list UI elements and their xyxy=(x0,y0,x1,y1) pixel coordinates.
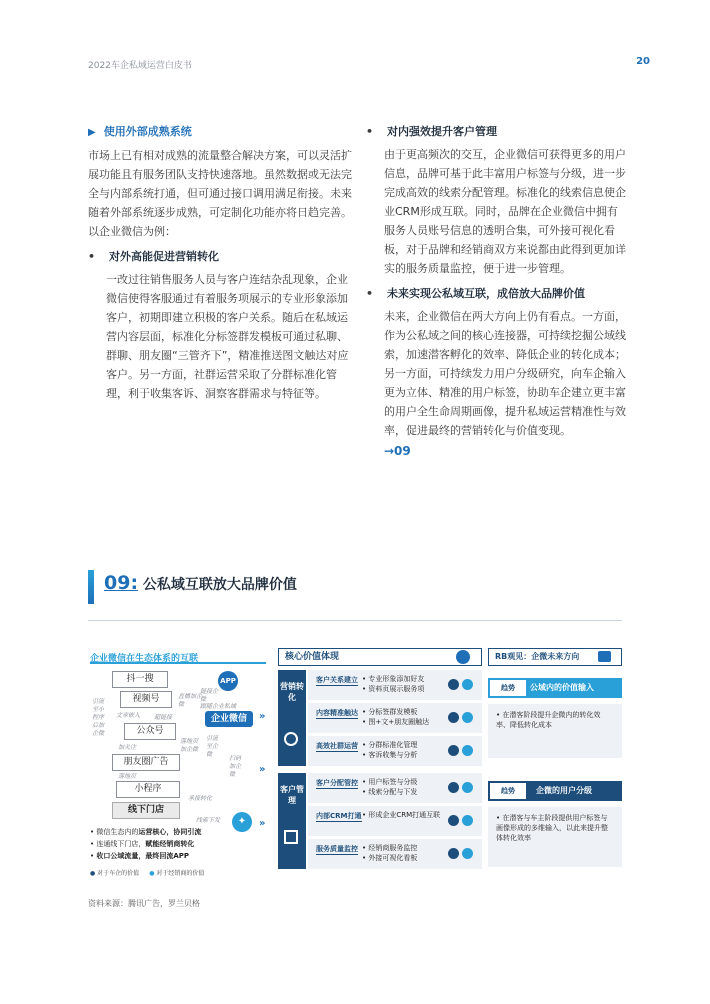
flow-label: 跟随企业私域 xyxy=(200,703,237,710)
flow-label: 直播加企微 xyxy=(178,693,203,708)
figure-number: 09: xyxy=(104,572,139,594)
channel-box: 公众号 xyxy=(124,723,176,740)
row-label: 服务质量监控 xyxy=(316,845,358,853)
left-column xyxy=(88,122,356,403)
team-icon xyxy=(284,830,298,844)
panel2-header: 核心价值体现 xyxy=(278,648,482,666)
panel1-title: 企业微信在生态体系的互联 xyxy=(90,654,199,664)
triangle-icon: ▶ xyxy=(88,127,96,138)
bullet-icon: • xyxy=(366,287,374,300)
bullet-paragraph: 一改过往销售服务人员与客户连结杂乱现象，企业微信使得客服通过有着服务项展示的专业形象添加客户，初期即建立积极的客户关系。随后在私域运营内容层面，标准化分标签群发模板可通过私聊、群聊、朋友圈“三管齐下”，精准推送图文触达对应客户。另一方面，社群运营采取了分群标准化管理，利于收集客诉、洞察客群需求与特征等。 xyxy=(106,273,349,400)
list-item: • 微信生态内的运营核心，协同引流 xyxy=(90,828,202,836)
chevron-right-icon: » xyxy=(259,711,266,722)
figure-divider xyxy=(88,620,622,621)
trend2-title: 企微的用户分级 xyxy=(536,786,592,795)
list-item: • 连通线下门店，赋能经销商转化 xyxy=(90,840,195,848)
chart-icon xyxy=(598,651,611,662)
flow-label: 加关注 xyxy=(118,744,137,751)
row-items: • 专业形象添加好友 • 资料页展示服务项 xyxy=(362,675,425,693)
row-items: • 用户标签与分级 • 线索分配与下发 xyxy=(362,778,418,796)
figure-title-text: 公私域互联放大品牌价值 xyxy=(142,577,297,593)
value-dots xyxy=(448,848,473,859)
row-label: 客户分配管控 xyxy=(316,779,358,787)
list-item: • 收口公域流量，最终回流APP xyxy=(90,852,190,860)
right-column xyxy=(366,122,628,461)
chevron-right-icon: » xyxy=(259,764,266,775)
bullet-icon: • xyxy=(366,125,374,138)
channel-box: 线下门店 xyxy=(112,802,180,819)
panel1-header xyxy=(90,646,266,664)
panel1-bullets xyxy=(90,826,254,862)
app-node: APP xyxy=(218,671,238,691)
center-node: 企业微信 xyxy=(205,711,253,727)
row-items: • 经销商服务监控 • 外接可视化看板 xyxy=(362,844,418,862)
legend-item-dealer: ● 对于经销商的价值 xyxy=(149,870,205,877)
running-header: 2022车企私域运营白皮书 xyxy=(88,61,192,71)
gear-icon xyxy=(456,650,470,664)
flow-label: 扫码加企微 xyxy=(229,755,242,778)
flow-label: 引流至企微 xyxy=(206,735,219,758)
bullet-paragraph-2: 未来，企业微信在两大方向上仍有看点。一方面，作为公私域之间的核心连接器，可持续挖掘公域线索，加速潜客孵化的效率、降低企业的转化成本；另一方面，可持续发力用户分级研究，向车企输入更为立体、精准的用户标签，协助车企建立更丰富的用户全生命周期画像，提升私域运营精准性与效率，促进最终的营销转化与价值变现。 xyxy=(384,310,626,437)
value-dots xyxy=(448,782,473,793)
target-icon xyxy=(284,732,298,746)
source-note: 资料来源：腾讯广告，罗兰贝格 xyxy=(88,899,200,908)
section-heading: 使用外部成熟系统 xyxy=(103,125,192,138)
trend1-title: 公域内的价值输入 xyxy=(530,683,594,692)
figure-accent-bar xyxy=(88,570,94,604)
legend-item-car: ● 对于车企的价值 xyxy=(90,870,140,877)
flow-label: 文章嵌入 xyxy=(116,712,141,719)
value-dots xyxy=(448,679,473,690)
handshake-icon: ✦ xyxy=(232,812,252,832)
bullet-title: 对外高能促进营销转化 xyxy=(109,250,220,263)
flow-label: 链接企微 xyxy=(200,688,219,703)
bullet-icon: • xyxy=(88,250,96,263)
flow-label: 落地页 xyxy=(118,773,137,780)
intro-paragraph: 市场上已有相对成熟的流量整合解决方案，可以灵活扩展功能且有服务团队支持快速落地。虽然数据或无法完全与内部系统打通，但可通过接口调用满足衔接。未来随着外部系统逐步成熟，可定制化功能亦将日趋完善。以企业微信为例： xyxy=(88,149,352,238)
figure-title xyxy=(104,572,297,594)
row-items: • 分标签群发模板 • 图+文+朋友圈触达 xyxy=(362,708,430,726)
bullet-paragraph-1: 由于更高频次的交互，企业微信可获得更多的用户信息，品牌可基于此丰富用户标签与分级，进一步完成高效的线索分配管理。标准化的线索信息使企业CRM形成互联。同时，品牌在企业微信中拥有服务人员账号信息的透明合集，可外接可视化看板，对于品牌和经销商双方来说都由此得到更加详实的服务质量监控，便于进一步管理。 xyxy=(384,148,626,275)
panel3-header: RB观见：企微未来方向 xyxy=(488,648,622,666)
group-label-customer: 客户管理 xyxy=(278,773,306,817)
bullet-title-1: 对内强效提升客户管理 xyxy=(387,125,498,138)
row-items: • 分群标准化管理 • 客诉收集与分析 xyxy=(362,741,418,759)
channel-box: 抖一搜 xyxy=(112,671,168,688)
row-items: • 形成企业CRM打通互联 xyxy=(362,811,441,819)
chevron-right-icon: » xyxy=(259,818,266,829)
value-dots xyxy=(448,712,473,723)
row-label: 内容精准触达 xyxy=(316,709,358,717)
value-dots xyxy=(448,815,473,826)
flow-label: 线索下发 xyxy=(196,817,221,824)
trend1-desc: • 在潜客阶段提升企微内的转化效率、降低转化成本 xyxy=(488,704,622,758)
page-number: 20 xyxy=(636,56,650,67)
trend-tag: 趋势 xyxy=(490,680,526,696)
flow-label: 承接转化 xyxy=(188,795,213,802)
flow-label: 落地页加企微 xyxy=(180,738,199,753)
channel-box: 视频号 xyxy=(120,691,172,708)
trend-tag: 趋势 xyxy=(490,783,526,799)
group-label-marketing: 营销转化 xyxy=(278,670,306,714)
trend2-desc: • 在潜客与车主阶段提供用户标签与画像形成的多维输入，以此来提升整体转化效率 xyxy=(488,807,622,867)
row-label: 高效社群运营 xyxy=(316,742,358,750)
flow-label: 引流至小程序后加企微 xyxy=(92,698,105,737)
legend xyxy=(90,868,204,877)
row-label: 内部CRM打通 xyxy=(316,812,362,820)
channel-box: 朋友圈广告 xyxy=(112,754,180,771)
value-dots xyxy=(448,745,473,756)
bullet-title-2: 未来实现公私域互联，成倍放大品牌价值 xyxy=(387,287,586,300)
flow-label: 超链接 xyxy=(154,714,173,721)
channel-box: 小程序 xyxy=(116,781,180,798)
row-label: 客户关系建立 xyxy=(316,676,358,684)
figure-link[interactable]: →09 xyxy=(384,444,411,458)
